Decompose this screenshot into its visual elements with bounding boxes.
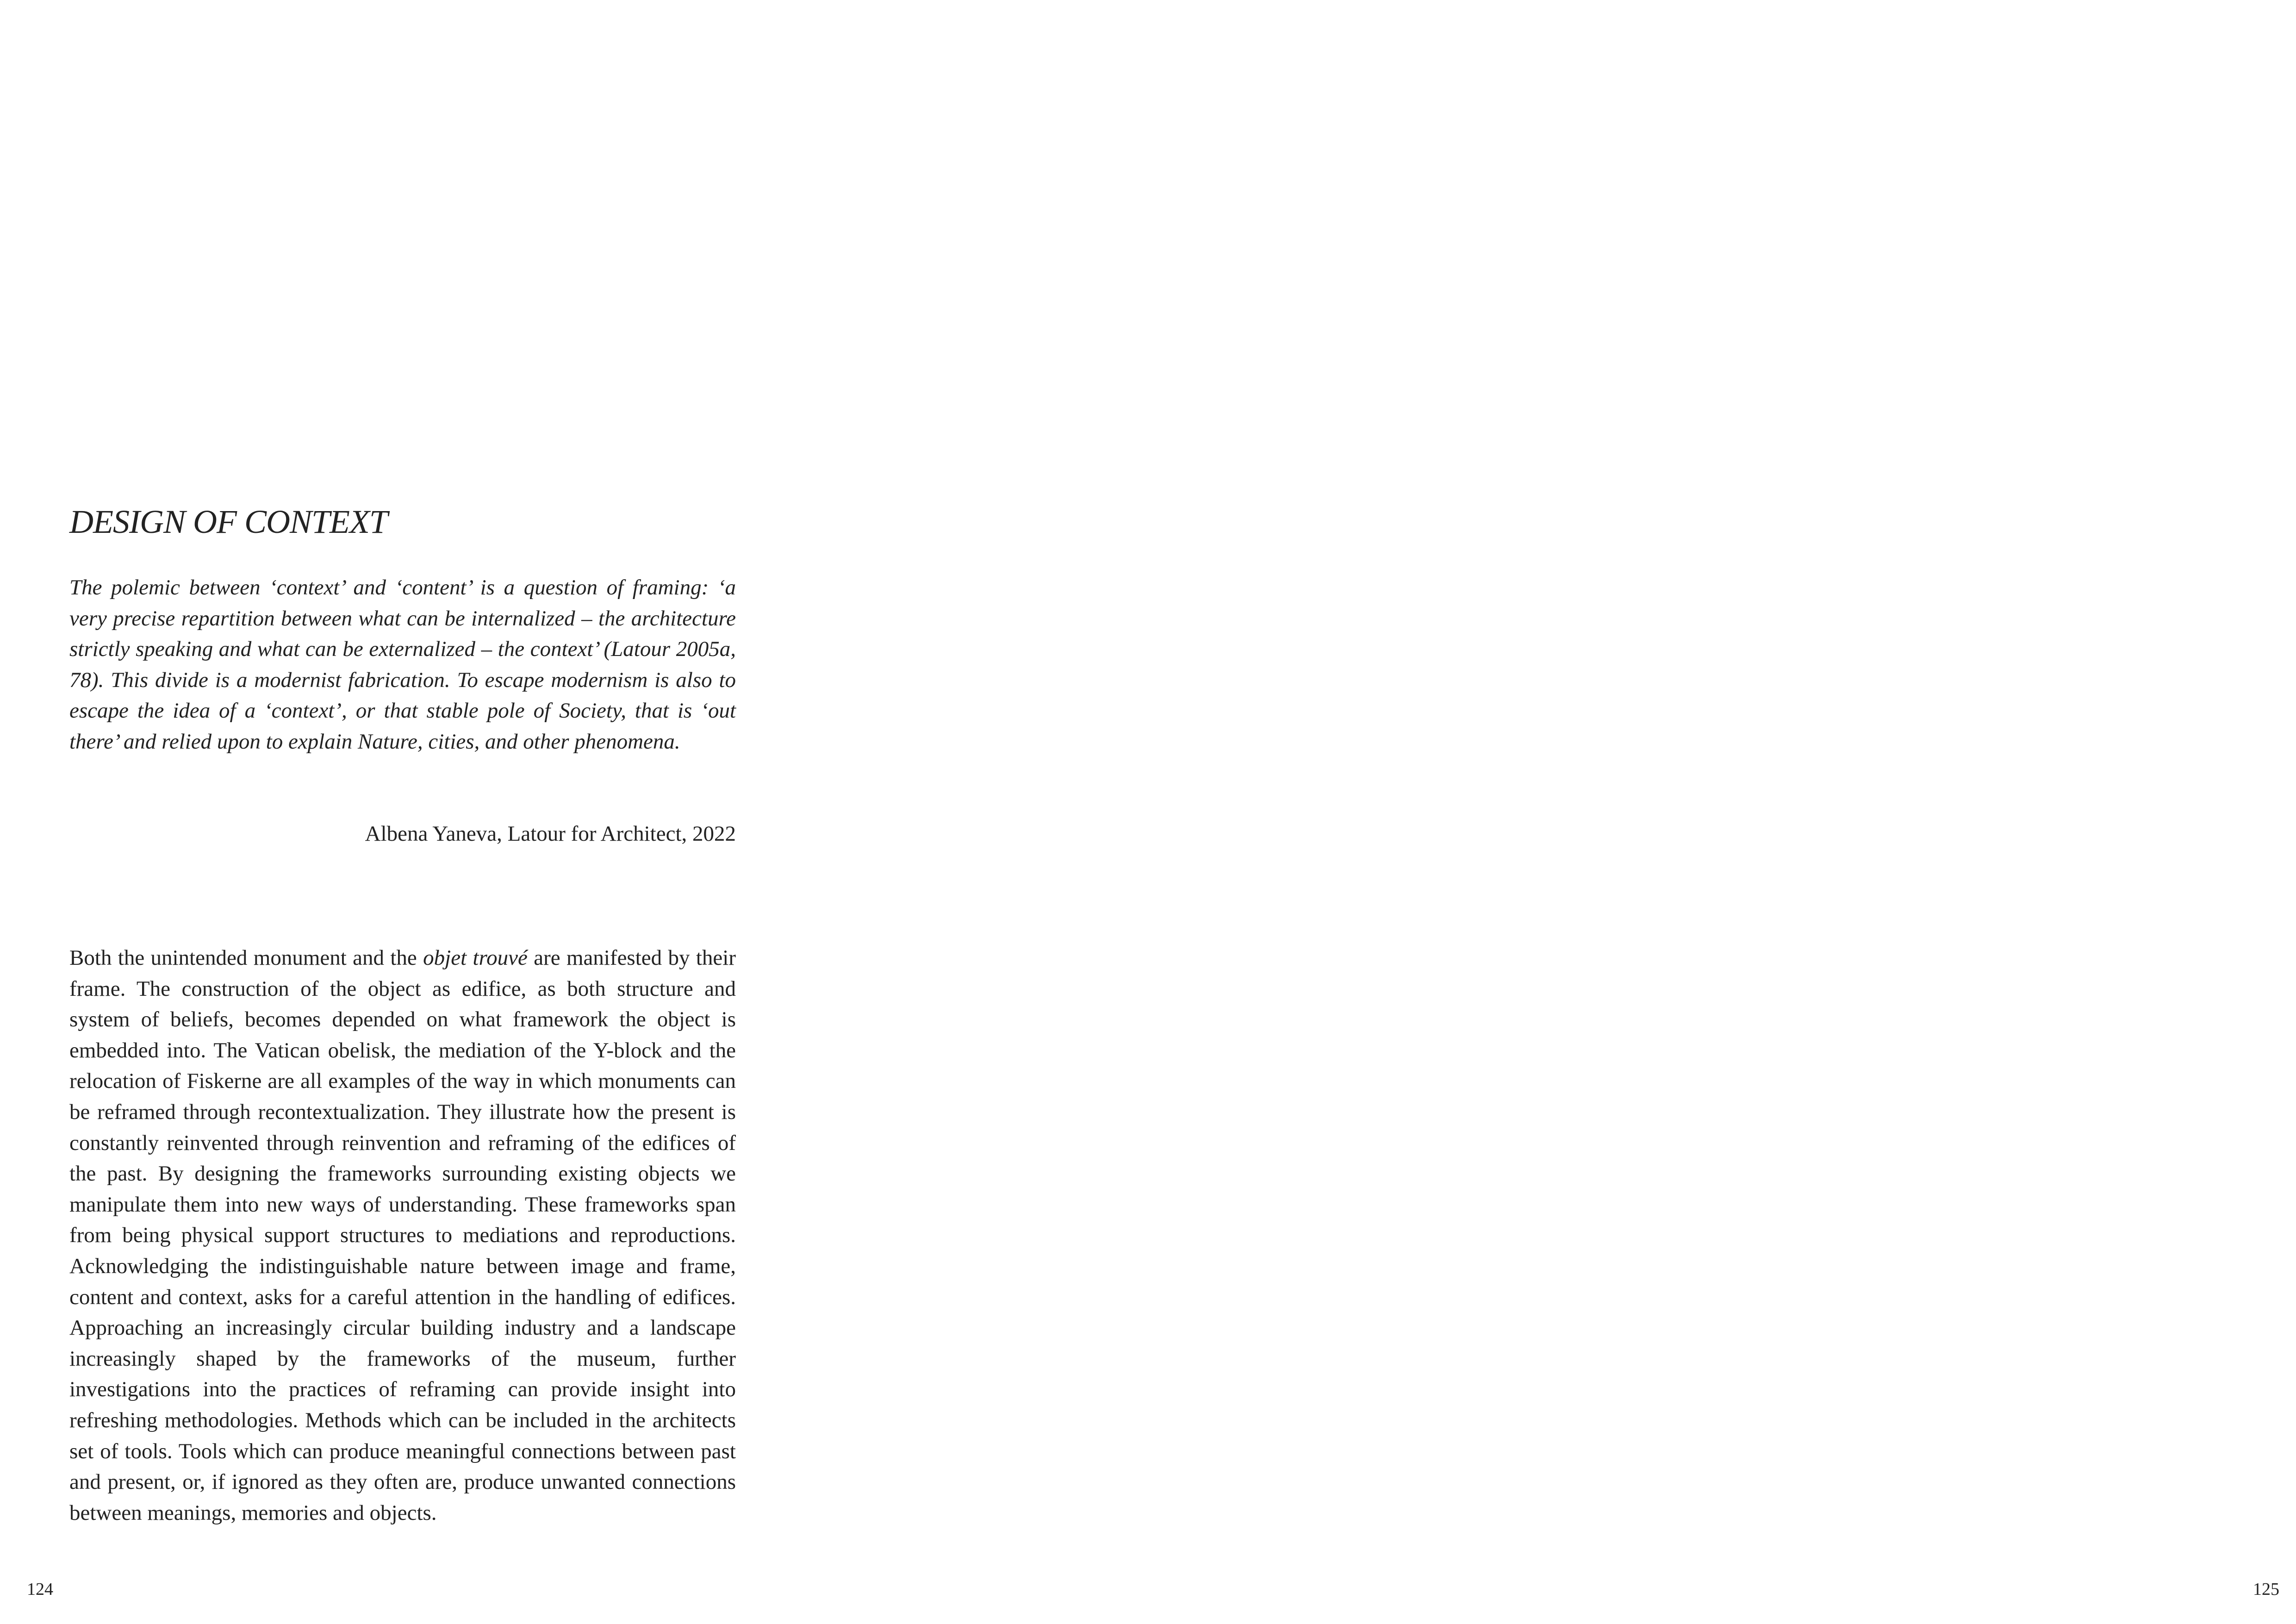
- body-paragraph: [69, 943, 736, 1528]
- section-title: DESIGN OF CONTEXT: [69, 503, 388, 540]
- epigraph-attribution: Albena Yaneva, Latour for Architect, 2022: [365, 822, 736, 846]
- body-paragraph-intro: Both the unintended monument and the: [69, 946, 423, 970]
- body-paragraph-emphasis: objet trouvé: [423, 946, 528, 970]
- body-paragraph-rest: are manifested by their frame. The construction of the object as edifice, as both structure and system of beliefs, becomes depended on what framework the object is embedded into. The Vatican obelisk, the mediation of the Y-block and the relocation of Fiskerne are all examples of the way in which monuments can be reframed through recontextualization. They illustrate how the present is constantly reinvented through reinvention and reframing of the edifices of the past. By designing the frameworks surrounding existing objects we manipulate them into new ways of understanding. These frameworks span from being physical support structures to mediations and reproductions. Acknowledging the indistinguishable nature between image and frame, content and context, asks for a careful attention in the handling of edifices. Approaching an increasingly circular building industry and a landscape increasingly shaped by the frameworks of the museum, further investigations into the practices of reframing can provide insight into refreshing methodologies. Methods which can be included in the architects set of tools. Tools which can produce meaningful connections between past and present, or, if ignored as they often are, produce unwanted connections between meanings, memories and objects.: [69, 946, 736, 1525]
- right-page: [1148, 0, 2296, 1624]
- epigraph-quote: The polemic between ‘context’ and ‘content’ is a question of framing: ‘a very precise repartition between what can be internalized – the architecture strictly speaking and what can be externalized – the context’ (Latour 2005a, 78). This divide is a modernist fabrication. To escape modernism is also to escape the idea of a ‘context’, or that stable pole of Society, that is ‘out there’ and relied upon to explain Nature, cities, and other phenomena.: [69, 575, 736, 754]
- page-number-left: 124: [27, 1580, 53, 1599]
- page-number-right: 125: [2253, 1580, 2279, 1599]
